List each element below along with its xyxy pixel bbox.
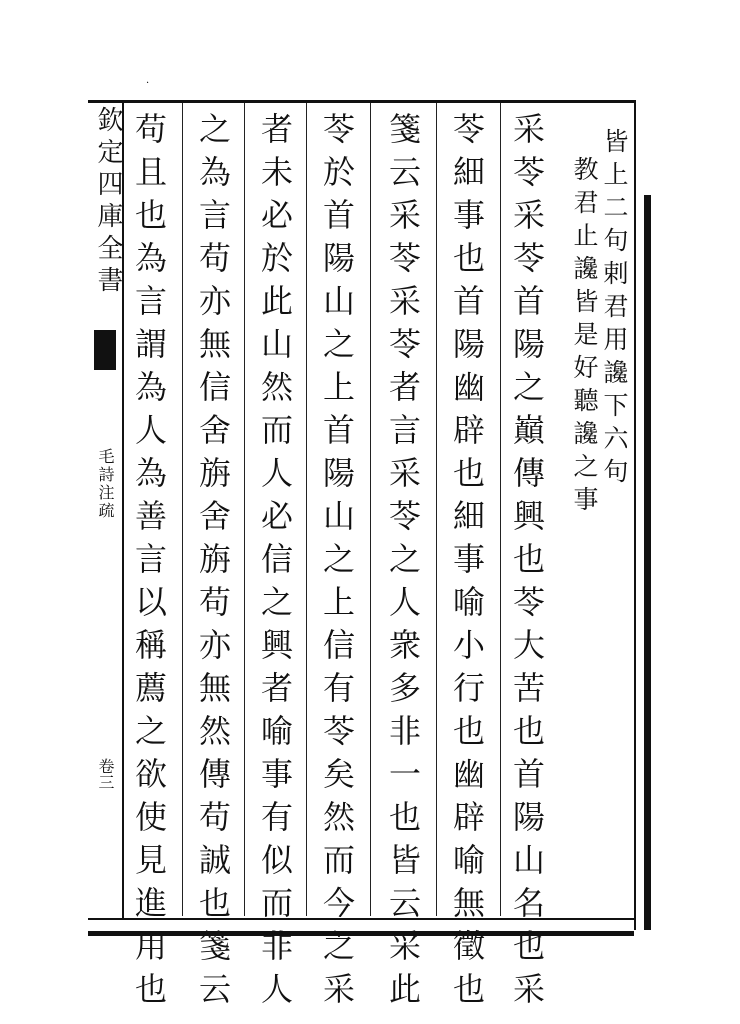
text-column-4: 苓細事也首陽幽辟也細事喻小行也幽辟喻無徵也 [448, 112, 486, 1015]
text-column-9: 苟且也為言謂為人為善言以稱薦之欲使見進用也 [130, 112, 168, 1015]
margin-subtitle: 毛詩注疏 [96, 448, 115, 520]
text-column-6: 苓於首陽山之上首陽山之上信有苓矣然而今之采 [318, 112, 356, 1015]
commentary-column-1: 皆上二句剌君用讒下六句 [600, 128, 629, 491]
text-column-3: 采苓采苓首陽之巔傳興也苓大苦也首陽山名也采 [508, 112, 546, 1015]
text-column-5: 箋云采苓采苓者言采苓之人衆多非一也皆云采此 [384, 112, 422, 1015]
column-divider [306, 103, 307, 916]
dot-mark: · [146, 78, 150, 89]
column-divider [500, 103, 501, 916]
column-divider [370, 103, 371, 916]
right-frame-rule [634, 100, 636, 930]
page-frame [88, 100, 634, 936]
commentary-column-2: 教君止讒皆是好聽讒之事 [570, 156, 599, 519]
text-column-8: 之為言苟亦無信舍旃舍旃苟亦無然傳苟誠也箋云 [194, 112, 232, 1015]
column-divider [244, 103, 245, 916]
bottom-rule [88, 918, 634, 920]
right-thick-rule [644, 195, 651, 930]
column-divider [436, 103, 437, 916]
fish-tail-block [94, 330, 116, 370]
margin-book-title: 欽定四庫全書 [93, 106, 123, 298]
column-divider [182, 103, 183, 916]
margin-page-number: 卷三 [96, 758, 115, 790]
text-column-7: 者未必於此山然而人必信之興者喻事有似而非人 [256, 112, 294, 1015]
